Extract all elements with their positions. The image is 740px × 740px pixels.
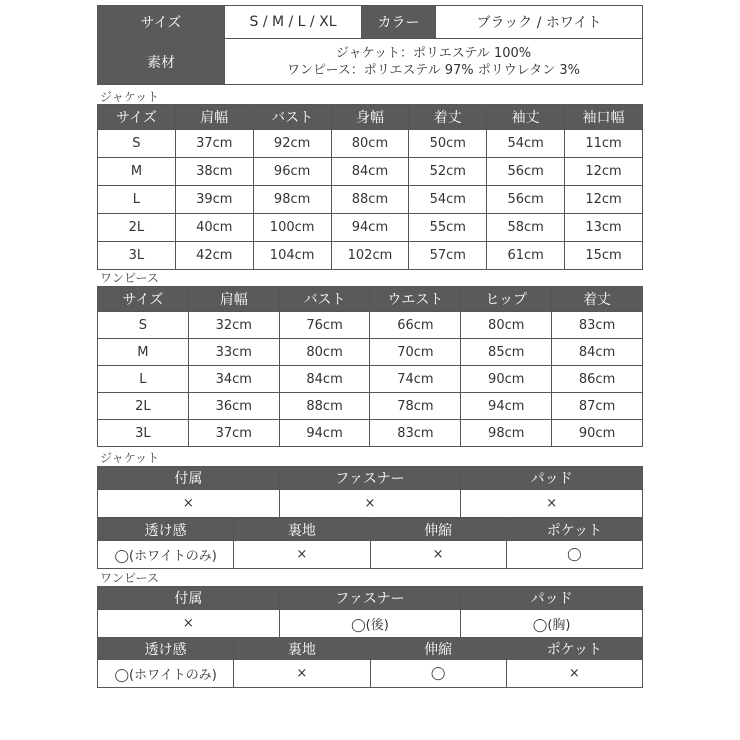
cell: 54cm (487, 130, 565, 158)
color-label: カラー (362, 6, 436, 39)
cell: 38cm (175, 158, 253, 186)
col-header: ファスナー (279, 467, 461, 490)
dress-feature-section-label: ワンピース (100, 571, 159, 585)
col-header: ポケット (506, 519, 642, 541)
jacket-size-section-label: ジャケット (100, 90, 160, 104)
cell: 70cm (370, 339, 461, 366)
dress-size-table (97, 286, 643, 447)
cell: L (98, 366, 189, 393)
cell: 39cm (175, 186, 253, 214)
col-header: 肩幅 (188, 287, 279, 312)
cell: 56cm (487, 186, 565, 214)
table-header-row (98, 105, 643, 130)
table-header-row (98, 519, 643, 541)
cell: 85cm (461, 339, 552, 366)
cell: ◯ (506, 541, 642, 569)
cell: 80cm (461, 312, 552, 339)
col-header: 着丈 (552, 287, 643, 312)
cell: 33cm (188, 339, 279, 366)
cell: 58cm (487, 214, 565, 242)
cell: ◯(ホワイトのみ) (98, 541, 234, 569)
cell: 98cm (461, 420, 552, 447)
cell: 84cm (552, 339, 643, 366)
jacket-feature-table-2 (97, 518, 643, 569)
cell: 88cm (279, 393, 370, 420)
table-row (98, 610, 643, 638)
col-header: ファスナー (279, 587, 461, 610)
cell: S (98, 130, 176, 158)
cell: ◯(ホワイトのみ) (98, 660, 234, 688)
material-label: 素材 (98, 39, 225, 85)
cell: ◯ (370, 660, 506, 688)
cell: 78cm (370, 393, 461, 420)
cell: 55cm (409, 214, 487, 242)
cell: 90cm (552, 420, 643, 447)
cell: × (370, 541, 506, 569)
col-header: ヒップ (461, 287, 552, 312)
cell: 3L (98, 420, 189, 447)
cell: 83cm (370, 420, 461, 447)
cell: 42cm (175, 242, 253, 270)
table-row (98, 158, 643, 186)
dress-size-section-label: ワンピース (100, 271, 159, 285)
cell: 87cm (552, 393, 643, 420)
cell: 80cm (331, 130, 409, 158)
cell: × (461, 490, 643, 518)
material-value (225, 39, 643, 85)
cell: 50cm (409, 130, 487, 158)
cell: 37cm (188, 420, 279, 447)
col-header: 袖口幅 (565, 105, 643, 130)
cell: × (234, 660, 370, 688)
cell: 2L (98, 214, 176, 242)
cell: 52cm (409, 158, 487, 186)
cell: × (506, 660, 642, 688)
table-row (98, 660, 643, 688)
col-header: サイズ (98, 105, 176, 130)
col-header: 伸縮 (370, 519, 506, 541)
col-header: 裏地 (234, 638, 370, 660)
table-header-row (98, 467, 643, 490)
cell: × (279, 490, 461, 518)
cell: 76cm (279, 312, 370, 339)
cell: 12cm (565, 186, 643, 214)
cell: 37cm (175, 130, 253, 158)
cell: 83cm (552, 312, 643, 339)
cell: 92cm (253, 130, 331, 158)
cell: × (234, 541, 370, 569)
cell: 36cm (188, 393, 279, 420)
color-value: ブラック / ホワイト (436, 6, 643, 39)
size-label: サイズ (98, 6, 225, 39)
cell: 94cm (279, 420, 370, 447)
col-header: パッド (461, 467, 643, 490)
size-value: S / M / L / XL (225, 6, 362, 39)
cell: 86cm (552, 366, 643, 393)
dress-feature-table-1 (97, 586, 643, 638)
cell: ◯(後) (279, 610, 461, 638)
col-header: ウエスト (370, 287, 461, 312)
cell: × (98, 610, 280, 638)
cell: 100cm (253, 214, 331, 242)
col-header: 付属 (98, 587, 280, 610)
cell: 90cm (461, 366, 552, 393)
col-header: 着丈 (409, 105, 487, 130)
cell: 104cm (253, 242, 331, 270)
cell: 12cm (565, 158, 643, 186)
col-header: 透け感 (98, 638, 234, 660)
col-header: バスト (253, 105, 331, 130)
cell: L (98, 186, 176, 214)
col-header: 肩幅 (175, 105, 253, 130)
table-row (98, 186, 643, 214)
cell: 3L (98, 242, 176, 270)
col-header: パッド (461, 587, 643, 610)
col-header: 伸縮 (370, 638, 506, 660)
col-header: ポケット (506, 638, 642, 660)
table-header-row (98, 587, 643, 610)
cell: 96cm (253, 158, 331, 186)
cell: 34cm (188, 366, 279, 393)
table-row (98, 214, 643, 242)
table-row (98, 242, 643, 270)
col-header: 袖丈 (487, 105, 565, 130)
cell: 98cm (253, 186, 331, 214)
cell: 57cm (409, 242, 487, 270)
cell: 66cm (370, 312, 461, 339)
table-row (98, 339, 643, 366)
cell: 102cm (331, 242, 409, 270)
table-row (98, 420, 643, 447)
cell: 80cm (279, 339, 370, 366)
jacket-feature-table-1 (97, 466, 643, 518)
cell: 13cm (565, 214, 643, 242)
col-header: バスト (279, 287, 370, 312)
table-header-row (98, 287, 643, 312)
cell: 54cm (409, 186, 487, 214)
cell: 84cm (279, 366, 370, 393)
cell: 94cm (461, 393, 552, 420)
table-row (98, 541, 643, 569)
cell: 32cm (188, 312, 279, 339)
col-header: 裏地 (234, 519, 370, 541)
cell: M (98, 339, 189, 366)
dress-feature-table-2 (97, 637, 643, 688)
cell: 88cm (331, 186, 409, 214)
cell: 61cm (487, 242, 565, 270)
material-line-dress: ワンピース：ポリエステル 97% ポリウレタン 3% (286, 62, 581, 78)
cell: 94cm (331, 214, 409, 242)
table-row (98, 393, 643, 420)
cell: 40cm (175, 214, 253, 242)
cell: 2L (98, 393, 189, 420)
material-line-jacket: ジャケット：ポリエステル 100% (335, 45, 532, 61)
col-header: 付属 (98, 467, 280, 490)
col-header: 身幅 (331, 105, 409, 130)
table-row (98, 366, 643, 393)
cell: 56cm (487, 158, 565, 186)
table-row (98, 490, 643, 518)
table-header-row (98, 638, 643, 660)
jacket-size-table (97, 104, 643, 270)
cell: M (98, 158, 176, 186)
table-row (98, 312, 643, 339)
cell: 15cm (565, 242, 643, 270)
cell: ◯(胸) (461, 610, 643, 638)
cell: 84cm (331, 158, 409, 186)
cell: 74cm (370, 366, 461, 393)
cell: 11cm (565, 130, 643, 158)
cell: × (98, 490, 280, 518)
product-info-block (97, 5, 643, 85)
col-header: サイズ (98, 287, 189, 312)
jacket-feature-section-label: ジャケット (100, 451, 160, 465)
cell: S (98, 312, 189, 339)
col-header: 透け感 (98, 519, 234, 541)
table-row (98, 130, 643, 158)
